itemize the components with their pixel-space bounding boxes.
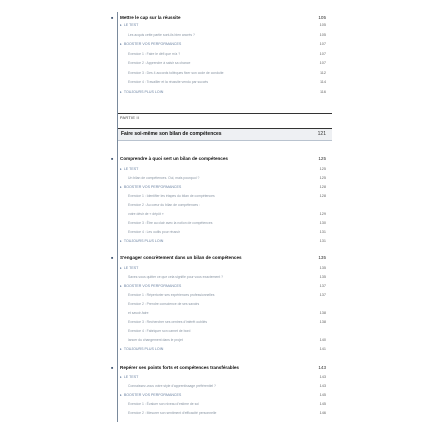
arrow-icon: ▸ (120, 89, 122, 94)
toc-entry (128, 80, 208, 84)
section-bullet: ■ (111, 256, 114, 260)
arrow-icon: ▸ (120, 284, 122, 288)
toc-entry-page: 143 (319, 384, 326, 388)
toc-entry-label: LE TEST (123, 167, 139, 171)
toc-entry (128, 338, 183, 342)
toc-entry (128, 293, 215, 297)
toc-entry-page: 107 (319, 51, 326, 56)
toc-entry-label: Savez-vous quitter ce que cela signifie pour vous exactement ? (128, 275, 223, 279)
toc-entry-label: Exercice 3 : Des 4 accords toltèques fixer son code de conduite (128, 70, 224, 75)
section-page: 135 (318, 255, 326, 260)
toc-entry-label: Exercice 3 : Être au clair avec la notion de compétences (128, 221, 213, 225)
toc-entry-page: 141 (319, 347, 326, 351)
toc-entry-label: et savoir-faire (128, 311, 149, 315)
toc-entry-page: 138 (319, 311, 326, 315)
toc-entry-label: TOUJOURS PLUS LOIN (123, 239, 164, 243)
toc-entry-label: Exercice 3 : Rechercher ses centres d'intérêt oubliés (128, 320, 208, 324)
toc-entry-label: Un bilan de compétences. Oui, mais pourquoi ? (128, 176, 200, 180)
toc-entry-label: Les acquis cette partie sont-ils bien ancrés ? (128, 32, 195, 37)
toc-entry-label: BOOSTER VOS PERFORMANCES (123, 185, 182, 189)
toc-entry (128, 212, 164, 216)
toc-entry-label: Exercice 1 : Faire le défi que m'a ? (128, 51, 181, 56)
toc-subheading (120, 90, 163, 94)
toc-entry-label: Exercice 2 : Mesurer son sentiment d'efficacité personnelle (128, 411, 217, 415)
toc-entry (128, 320, 207, 324)
section-bullet: ■ (111, 366, 114, 370)
toc-entry-label: BOOSTER VOS PERFORMANCES (123, 393, 182, 397)
toc-subheading (120, 284, 181, 288)
toc-entry-label: Exercice 2 : Apprendre à saisir sa chance (128, 61, 191, 65)
toc-entry (128, 275, 223, 279)
toc-entry-label: Exercice 4 : Travailler et la réussite vendu par succès (128, 80, 209, 84)
toc-entry (128, 221, 212, 225)
arrow-icon: ▸ (120, 347, 122, 351)
toc-entry-page: 128 (319, 194, 326, 198)
toc-entry-page: 135 (319, 266, 326, 270)
toc-vertical-rule (117, 12, 118, 422)
toc-entry-label: Connaissez-vous votre style d'apprentissage préférentiel ? (128, 384, 216, 388)
toc-entry-label: LE TEST (123, 23, 139, 27)
toc-entry (128, 302, 199, 306)
toc-subheading (120, 167, 138, 171)
toc-subheading (120, 185, 181, 189)
toc-entry-page: 105 (319, 32, 326, 37)
toc-entry (128, 52, 180, 56)
toc-entry (128, 203, 200, 207)
arrow-icon: ▸ (120, 42, 122, 46)
section-title: Mettre le cap sur la réussite (120, 15, 181, 20)
toc-entry (128, 402, 199, 406)
arrow-icon: ▸ (120, 375, 122, 379)
toc-entry-label: Exercice 2 : Au cœur du bilan de compétences : (128, 203, 200, 207)
toc-entry-label: Exercice 1 : Identifier les étapes du bilan de compétences (128, 194, 215, 198)
toc-entry-label: Exercice 2 : Prendre conscience de ses savoirs (128, 302, 200, 306)
toc-entry (128, 194, 215, 198)
toc-subheading (120, 23, 138, 27)
toc-entry-label: TOUJOURS PLUS LOIN (123, 89, 164, 94)
arrow-icon: ▸ (120, 239, 122, 243)
toc-entry-page: 107 (319, 61, 326, 65)
toc-entry (128, 33, 195, 37)
toc-entry-label: LE TEST (123, 375, 139, 379)
toc-entry-page: 131 (319, 230, 326, 234)
toc-entry (128, 329, 190, 333)
toc-entry (128, 230, 180, 234)
toc-entry (128, 71, 224, 75)
toc-entry-label: BOOSTER VOS PERFORMANCES (123, 42, 182, 46)
toc-entry-label: Exercice 4 : Les outils pour réussir (128, 230, 180, 234)
toc-entry-label: Exercice 1 : Répertorier ses expériences professionnelles (128, 293, 215, 297)
partie-label: PARTIE II (120, 116, 140, 120)
partie-title: Faire soi-même son bilan de compétences (121, 131, 222, 137)
toc-entry-label: votre désir de « dépôt » (128, 212, 164, 216)
toc-entry (128, 176, 199, 180)
toc-entry-label: Exercice 4 : Fabriquer son carnet de bord (128, 329, 191, 333)
toc-entry-label: LE TEST (123, 266, 139, 270)
toc-entry-page: 145 (319, 393, 326, 397)
toc-subheading (120, 347, 163, 351)
toc-entry-page: 146 (319, 411, 326, 415)
toc-entry-page: 137 (319, 284, 326, 288)
toc-entry-page: 143 (319, 375, 326, 379)
section-title: Comprendre à quoi sert un bilan de compétences (120, 156, 228, 161)
toc-entry-page: 145 (319, 402, 326, 406)
arrow-icon: ▸ (120, 266, 122, 270)
toc-entry-page: 129 (319, 212, 326, 216)
toc-entry (128, 61, 190, 65)
arrow-icon: ▸ (120, 393, 122, 397)
toc-entry-page: 114 (319, 80, 326, 84)
toc-entry (128, 384, 216, 388)
partie-page: 121 (317, 131, 326, 137)
section-title: Repérer ses points forts et compétences transférables (120, 365, 239, 370)
toc-entry-page: 125 (319, 167, 326, 171)
toc-entry-label: BOOSTER VOS PERFORMANCES (123, 284, 182, 288)
partie-divider (118, 113, 332, 125)
toc-entry-page: 138 (319, 320, 326, 324)
section-page: 143 (318, 365, 326, 370)
toc-entry-page: 131 (319, 239, 326, 243)
toc-entry-label: TOUJOURS PLUS LOIN (123, 347, 164, 351)
toc-entry (128, 411, 216, 415)
toc-entry-page: 135 (319, 275, 326, 279)
section-title: S'engager concrètement dans un bilan de compétences (120, 255, 242, 260)
arrow-icon: ▸ (120, 23, 122, 27)
toc-entry-page: 137 (319, 293, 326, 297)
section-page: 105 (318, 15, 326, 20)
toc-subheading (120, 266, 138, 270)
toc-entry-page: 128 (319, 185, 326, 189)
toc-subheading (120, 42, 181, 46)
toc-entry-page: 130 (319, 221, 326, 225)
toc-entry-page: 116 (319, 89, 326, 94)
arrow-icon: ▸ (120, 185, 122, 189)
toc-subheading (120, 393, 181, 397)
section-page: 125 (318, 156, 326, 161)
toc-subheading (120, 239, 163, 243)
toc-entry (128, 311, 149, 315)
toc-entry-page: 105 (319, 23, 326, 27)
toc-entry-label: Exercice 1 : Évaluer son niveau d'estime de soi (128, 402, 199, 406)
toc-entry-page: 140 (319, 338, 326, 342)
toc-entry-page: 112 (319, 70, 326, 75)
toc-subheading (120, 375, 138, 379)
toc-entry-label: lancer du changement dans le projet (128, 338, 183, 342)
arrow-icon: ▸ (120, 167, 122, 171)
section-bullet: ■ (111, 16, 114, 20)
section-bullet: ■ (111, 157, 114, 161)
toc-entry-page: 125 (319, 176, 326, 180)
toc-entry-page: 107 (319, 42, 326, 46)
